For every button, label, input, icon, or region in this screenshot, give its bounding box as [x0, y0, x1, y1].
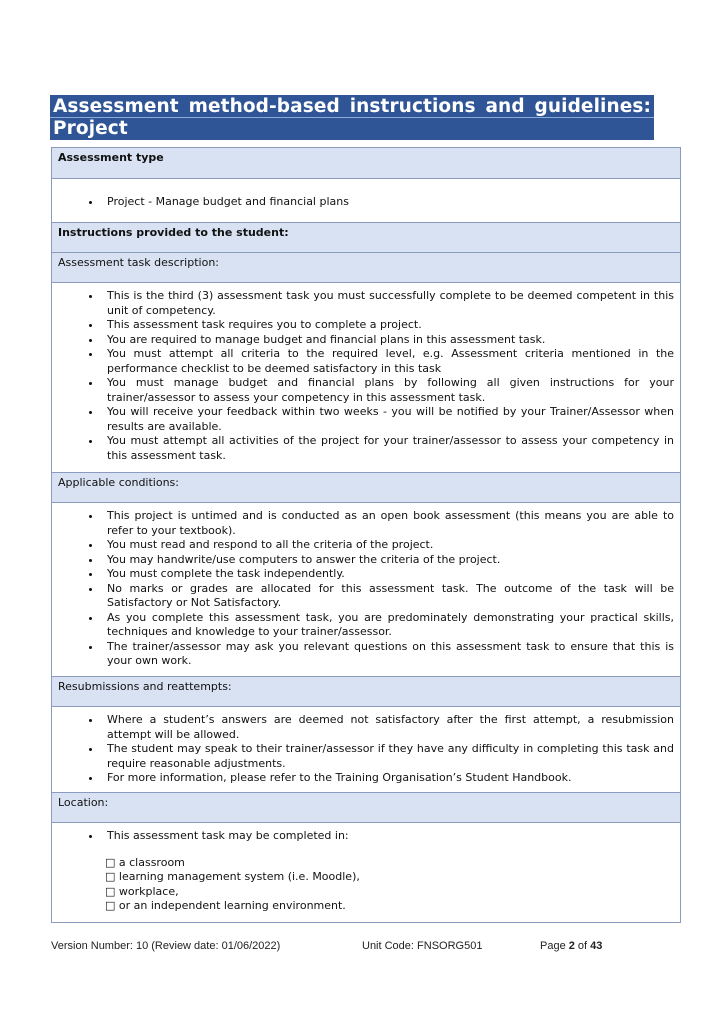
list-item: • No marks or grades are allocated for this assessment task. The outcome of the task will be Satisfactory or Not Satisfactory. — [101, 582, 674, 611]
assessment-type-header: Assessment type — [52, 147, 680, 178]
list-item: • Where a student’s answers are deemed not satisfactory after the first attempt, a resubmission attempt will be allowed. — [101, 713, 674, 742]
resubmissions-body — [52, 706, 680, 792]
location-option: □ learning management system (i.e. Moodle), — [105, 870, 360, 883]
location-header: Location: — [52, 792, 680, 822]
assessment-type-list — [58, 195, 674, 210]
list-item: • You must manage budget and financial plans by following all given instructions for your trainer/assessor to assess your competency in this assessment task. — [101, 376, 674, 405]
list-item: • As you complete this assessment task, you are predominately demonstrating your practical skills, techniques and knowledge to your trainer/assessor. — [101, 611, 674, 640]
location-body — [52, 822, 680, 922]
list-item: • You will receive your feedback within two weeks - you will be notified by your Trainer/Assessor when results are available. — [101, 405, 674, 434]
list-item: • You are required to manage budget and financial plans in this assessment task. — [101, 333, 674, 348]
list-item: • The student may speak to their trainer/assessor if they have any difficulty in completing this task and require reasonable adjustments. — [101, 742, 674, 771]
list-item: • Project - Manage budget and financial plans — [101, 195, 674, 210]
task-description-body — [52, 282, 680, 472]
location-options — [101, 856, 674, 914]
footer-page-number — [540, 940, 602, 952]
conditions-list — [58, 509, 674, 669]
instructions-table — [51, 147, 681, 923]
resubmissions-list — [58, 713, 674, 786]
task-description-list — [58, 289, 674, 463]
location-option: □ workplace, — [105, 884, 179, 898]
footer-unit-code: Unit Code: FNSORG501 — [362, 940, 483, 952]
footer-page-total: 43 — [590, 940, 603, 952]
list-item: • You must complete the task independently. — [101, 567, 674, 582]
page-title-line-1: Assessment method-based instructions and guidelines: — [53, 96, 651, 117]
footer-page-of: of — [574, 940, 591, 952]
list-item: • The trainer/assessor may ask you relevant questions on this assessment task to ensure that this is your own work. — [101, 640, 674, 669]
page-title-line-2: Project — [53, 118, 128, 139]
location-option: □ or an independent learning environment. — [105, 899, 346, 912]
list-item: • For more information, please refer to the Training Organisation’s Student Handbook. — [101, 771, 674, 786]
title-divider — [50, 117, 654, 118]
conditions-body — [52, 502, 680, 676]
assessment-type-body — [52, 178, 680, 222]
list-item: • This assessment task requires you to complete a project. — [101, 318, 674, 333]
footer-page-current: 2 — [568, 940, 575, 952]
resubmissions-header: Resubmissions and reattempts: — [52, 676, 680, 706]
location-option: □ a classroom — [105, 855, 185, 869]
task-description-header: Assessment task description: — [52, 252, 680, 282]
conditions-header: Applicable conditions: — [52, 472, 680, 502]
footer-page-prefix: Page — [540, 940, 569, 952]
list-item: • You must attempt all criteria to the required level, e.g. Assessment criteria mentioned in the performance checklist to be deemed satisfactory in this task — [101, 347, 674, 376]
list-item: • You may handwrite/use computers to answer the criteria of the project. — [101, 553, 674, 568]
list-item: • You must read and respond to all the criteria of the project. — [101, 538, 674, 553]
list-item: • This assessment task may be completed in: — [101, 829, 674, 844]
footer-version: Version Number: 10 (Review date: 01/06/2022) — [51, 940, 281, 952]
list-item: • You must attempt all activities of the project for your trainer/assessor to assess your competency in this assessment task. — [101, 434, 674, 463]
location-intro-list — [58, 829, 674, 844]
instructions-header: Instructions provided to the student: — [52, 222, 680, 252]
list-item: • This is the third (3) assessment task you must successfully complete to be deemed competent in this unit of competency. — [101, 289, 674, 318]
list-item: • This project is untimed and is conducted as an open book assessment (this means you are able to refer to your textbook). — [101, 509, 674, 538]
